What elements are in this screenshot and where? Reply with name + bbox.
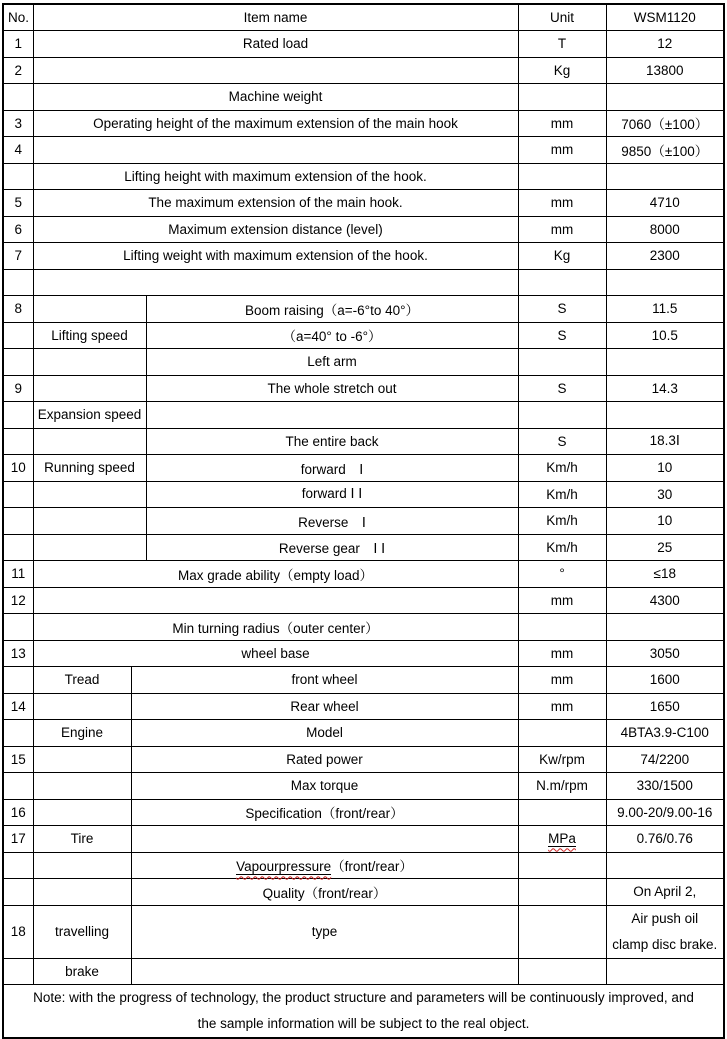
no-16: 16 [3,799,33,826]
value-cell [606,402,724,429]
no-cell [3,720,33,747]
item-cell [33,349,146,376]
table-row [3,216,724,243]
value-cell [606,349,724,376]
item-a-40-to-6: （a=40° to -6°） [146,322,518,349]
table-row [3,773,724,800]
no-cell [3,84,33,111]
value-air-push-oil [606,905,724,958]
table-row [3,481,724,508]
no-13: 13 [3,640,33,667]
table-row [3,243,724,270]
value-cell [606,269,724,296]
item-reverse-gear: Reverse gear Ⅰ Ⅰ [146,534,518,561]
value-13800: 13800 [606,57,724,84]
unit-cell [518,958,606,985]
item-travelling: travelling [33,905,131,958]
item-cell [33,137,518,164]
item-type: type [131,905,518,958]
unit-cell [518,269,606,296]
value-cell [606,614,724,641]
table-row [3,137,724,164]
value-cell [606,163,724,190]
value-8000: 8000 [606,216,724,243]
item-cell [146,402,518,429]
item-cell [33,587,518,614]
item-specification-front-rear: Specification（front/rear） [131,799,518,826]
unit-unit: Unit [518,4,606,31]
table-row [3,455,724,482]
item-cell [33,852,131,879]
no-10: 10 [3,455,33,482]
table-row [3,322,724,349]
value-1600: 1600 [606,667,724,694]
unit-mm: mm [518,216,606,243]
table-row [3,269,724,296]
item-min-turning-radius-outer-center: Min turning radius（outer center） [33,614,518,641]
text-line: Note: with the progress of technology, the product structure and parameters will be continuously improved, and [33,990,694,1005]
text-part: （front/rear） [331,859,413,875]
item-lifting-height-with-maximum-exte: Lifting height with maximum extension of the hook. [33,163,518,190]
item-max-grade-ability-empty-load: Max grade ability（empty load） [33,561,518,588]
value-cell [606,852,724,879]
item-engine: Engine [33,720,131,747]
no-cell [3,269,33,296]
unit-mpa [518,826,606,853]
item-rated-load: Rated load [33,31,518,58]
item-maximum-extension-distance-level: Maximum extension distance (level) [33,216,518,243]
no-3: 3 [3,110,33,137]
unit-cell: ° [518,561,606,588]
table-row [3,110,724,137]
unit-t: T [518,31,606,58]
item-lifting-speed: Lifting speed [33,322,146,349]
misspelled-word: Vapourpressure [236,859,332,875]
unit-cell [518,402,606,429]
no-17: 17 [3,826,33,853]
table-row [3,508,724,535]
table-row [3,826,724,853]
no-cell [3,534,33,561]
item-cell [33,879,131,906]
item-forward: forward Ⅰ [146,455,518,482]
no-cell [3,667,33,694]
table-row [3,587,724,614]
item-rear-wheel: Rear wheel [131,693,518,720]
table-row [3,879,724,906]
unit-km-h: Km/h [518,534,606,561]
unit-mm: mm [518,667,606,694]
item-cell [131,826,518,853]
unit-cell [518,614,606,641]
no-5: 5 [3,190,33,217]
spec-table-body [3,4,724,1038]
item-the-whole-stretch-out: The whole stretch out [146,375,518,402]
no-18: 18 [3,905,33,958]
value-10-5: 10.5 [606,322,724,349]
unit-kw-rpm: Kw/rpm [518,746,606,773]
spec-table [2,3,725,1039]
no-cell [3,958,33,985]
unit-mm: mm [518,587,606,614]
value-2300: 2300 [606,243,724,270]
header-row [3,4,724,31]
item-cell [33,693,131,720]
value-9850-100: 9850（±100） [606,137,724,164]
table-row [3,640,724,667]
item-left-arm: Left arm [146,349,518,376]
no-cell [3,614,33,641]
unit-cell [518,349,606,376]
no-2: 2 [3,57,33,84]
unit-km-h: Km/h [518,508,606,535]
item-cell [33,508,146,535]
value-11-5: 11.5 [606,296,724,323]
value-9-00-20-9-00-16: 9.00-20/9.00-16 [606,799,724,826]
table-row [3,57,724,84]
item-operating-height-of-the-maximum-: Operating height of the maximum extension of the main hook [33,110,518,137]
unit-cell [518,852,606,879]
value-on-april-2: On April 2, [606,879,724,906]
unit-km-h: Km/h [518,455,606,482]
unit-cell [518,163,606,190]
item-model: Model [131,720,518,747]
unit-s: S [518,375,606,402]
table-row [3,31,724,58]
item-cell [33,799,131,826]
value-10: 10 [606,508,724,535]
unit-cell [518,720,606,747]
item-cell [33,746,131,773]
no-14: 14 [3,693,33,720]
table-row [3,852,724,879]
value-25: 25 [606,534,724,561]
table-row [3,534,724,561]
unit-s: S [518,322,606,349]
table-row [3,614,724,641]
unit-kg: Kg [518,243,606,270]
table-row [3,84,724,111]
item-cell [33,57,518,84]
table-row [3,349,724,376]
table-row [3,375,724,402]
table-row [3,720,724,747]
table-row [3,667,724,694]
unit-s: S [518,296,606,323]
no-15: 15 [3,746,33,773]
unit-cell [518,84,606,111]
no-7: 7 [3,243,33,270]
item-cell [33,534,146,561]
no-9: 9 [3,375,33,402]
item-cell [33,296,146,323]
item-quality-front-rear: Quality（front/rear） [131,879,518,906]
table-row [3,296,724,323]
value-3050: 3050 [606,640,724,667]
item-rated-power: Rated power [131,746,518,773]
no-11: 11 [3,561,33,588]
value-12: 12 [606,31,724,58]
value-4300: 4300 [606,587,724,614]
table-row [3,958,724,985]
text-line: the sample information will be subject to the real object. [197,1016,530,1031]
item-wheel-base: wheel base [33,640,518,667]
item-cell [131,958,518,985]
table-row [3,746,724,773]
value-4bta3-9-c100: 4BTA3.9-C100 [606,720,724,747]
no-cell [3,322,33,349]
table-row [3,799,724,826]
value-18-3: 18.3Ⅰ [606,428,724,455]
value-0-76-0-76: 0.76/0.76 [606,826,724,853]
table-row [3,985,724,1039]
item-reverse: Reverse Ⅰ [146,508,518,535]
no-cell [3,481,33,508]
value-7060-100: 7060（±100） [606,110,724,137]
no-8: 8 [3,296,33,323]
unit-cell [518,879,606,906]
item-cell [33,481,146,508]
no-no: No. [3,4,33,31]
value-cell [606,958,724,985]
item-forward: forward Ⅰ Ⅰ [146,481,518,508]
value-wsm1120: WSM1120 [606,4,724,31]
item-tire: Tire [33,826,131,853]
unit-cell [518,799,606,826]
value-30: 30 [606,481,724,508]
note [3,985,724,1039]
unit-n-m-rpm: N.m/rpm [518,773,606,800]
item-expansion-speed: Expansion speed [33,402,146,429]
unit-s: S [518,428,606,455]
value-cell [606,84,724,111]
value-14-3: 14.3 [606,375,724,402]
no-12: 12 [3,587,33,614]
item-max-torque: Max torque [131,773,518,800]
no-cell [3,773,33,800]
no-cell [3,349,33,376]
no-cell [3,428,33,455]
item-the-entire-back: The entire back [146,428,518,455]
misspelled-word: MPa [548,831,576,847]
table-row [3,163,724,190]
value-10: 10 [606,455,724,482]
table-row [3,402,724,429]
item-the-maximum-extension-of-the-mai: The maximum extension of the main hook. [33,190,518,217]
item-cell [33,428,146,455]
unit-cell [518,905,606,958]
unit-mm: mm [518,190,606,217]
item-running-speed: Running speed [33,455,146,482]
no-cell [3,163,33,190]
unit-mm: mm [518,640,606,667]
unit-mm: mm [518,693,606,720]
no-cell [3,402,33,429]
table-row [3,561,724,588]
unit-mm: mm [518,137,606,164]
no-cell [3,879,33,906]
item-machine-weight: Machine weight [33,84,518,111]
unit-kg: Kg [518,57,606,84]
value-18: ≤18 [606,561,724,588]
table-row [3,905,724,958]
item-boom-raising-a-6-to-40: Boom raising（a=-6°to 40°） [146,296,518,323]
item-item-name: Item name [33,4,518,31]
no-6: 6 [3,216,33,243]
table-row [3,428,724,455]
no-1: 1 [3,31,33,58]
item-cell [33,773,131,800]
item-cell [33,375,146,402]
item-cell [33,269,518,296]
unit-mm: mm [518,110,606,137]
value-330-1500: 330/1500 [606,773,724,800]
item-lifting-weight-with-maximum-exte: Lifting weight with maximum extension of the hook. [33,243,518,270]
value-4710: 4710 [606,190,724,217]
text-line: Air push oil [631,910,699,926]
item-vapourpressure [131,852,518,879]
item-tread: Tread [33,667,131,694]
no-4: 4 [3,137,33,164]
item-brake: brake [33,958,131,985]
unit-km-h: Km/h [518,481,606,508]
no-cell [3,852,33,879]
value-1650: 1650 [606,693,724,720]
table-row [3,190,724,217]
table-row [3,693,724,720]
text-line: clamp disc brake. [612,936,718,952]
no-cell [3,508,33,535]
item-front-wheel: front wheel [131,667,518,694]
value-74-2200: 74/2200 [606,746,724,773]
